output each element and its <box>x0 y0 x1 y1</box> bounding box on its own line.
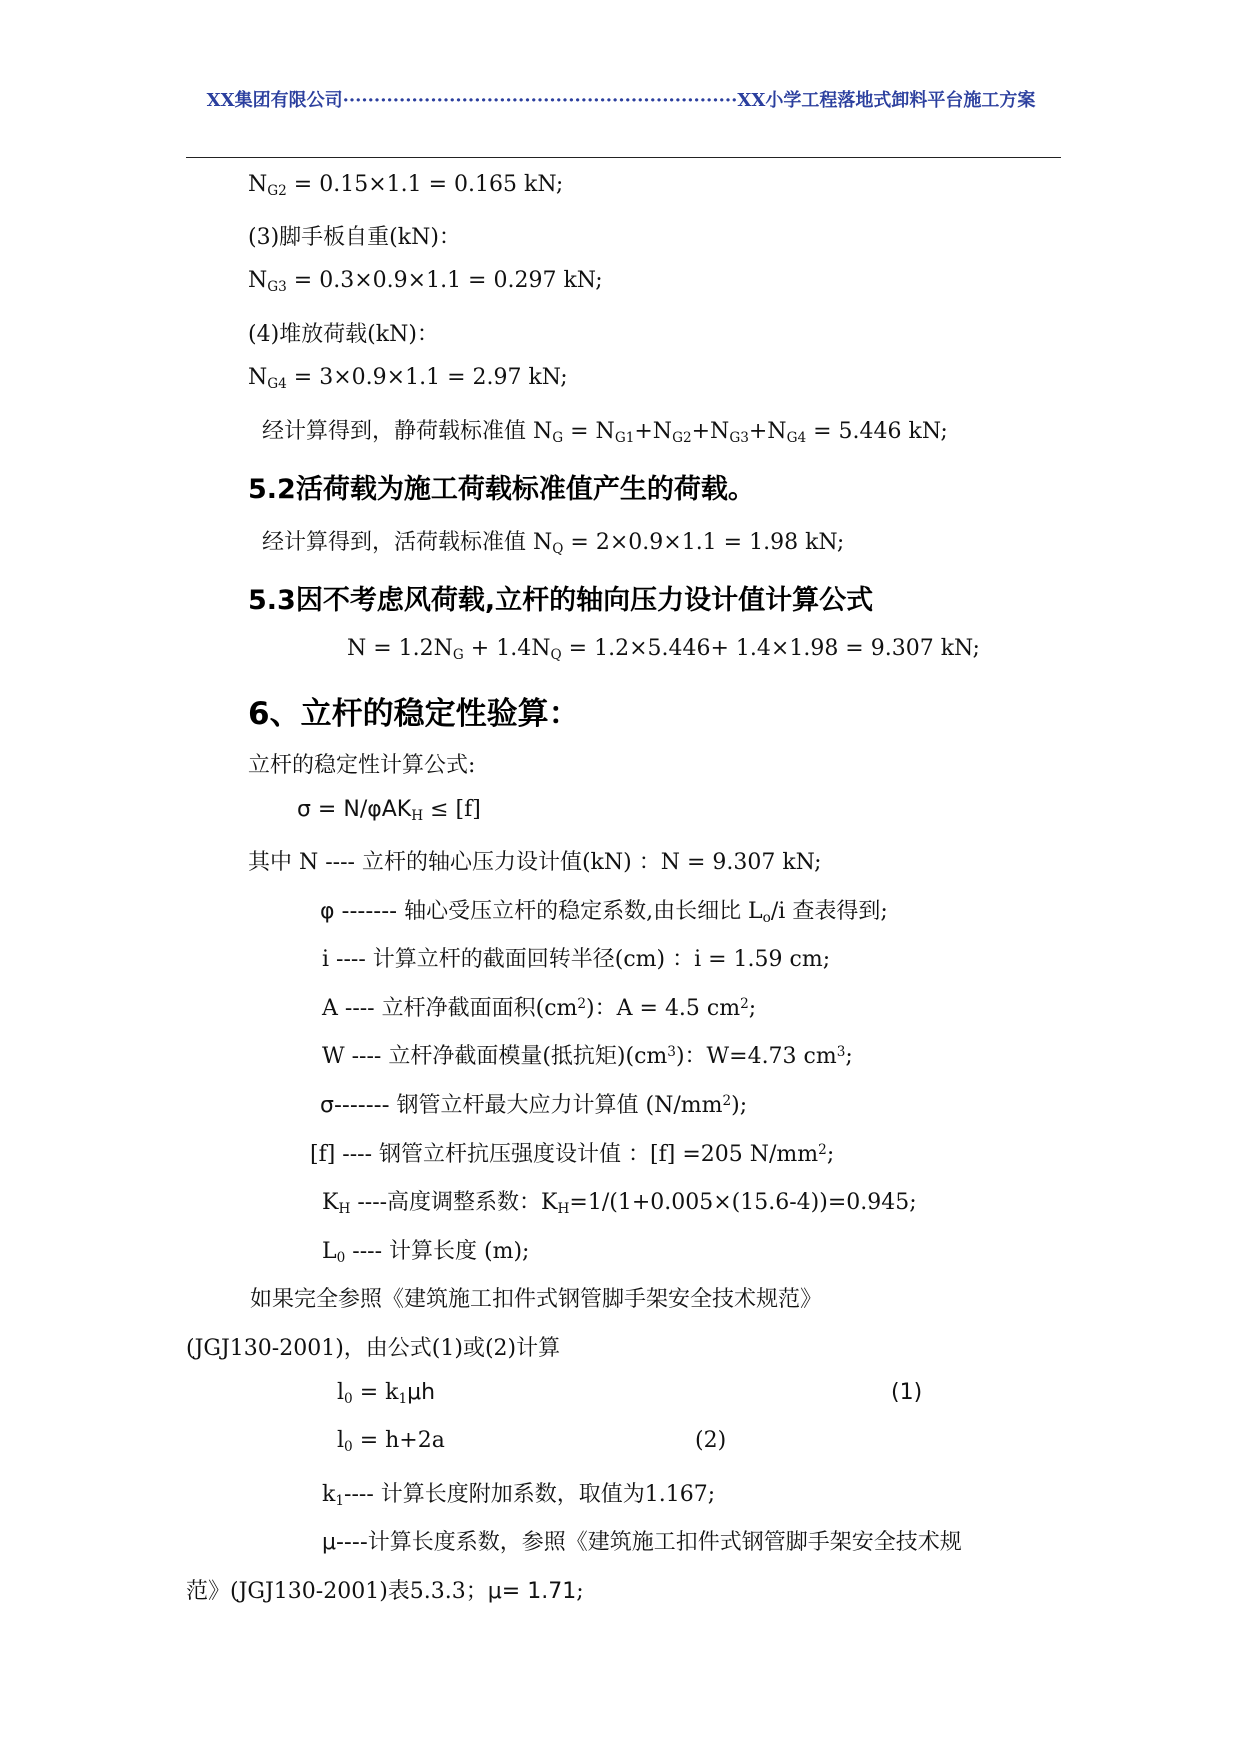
equation-1-number: (1) <box>891 1380 923 1405</box>
reference-line-1: 如果完全参照《建筑施工扣件式钢管脚手架安全技术规范》 <box>250 1287 823 1312</box>
definition-w: W ---- 立杆净截面模量(抵抗矩)$(cm^3)$：W=4.73 $cm^3$; <box>322 1044 853 1069</box>
stability-formula: σ = N/φAK$_H$ ≤ [f] <box>297 797 481 825</box>
definition-n: 其中 N ---- 立杆的轴心压力设计值(kN) ：N = 9.307 kN; <box>248 850 822 875</box>
equation-2: $l_0 = h+2a$ <box>337 1428 445 1456</box>
definition-k1: $k_1----$ 计算长度附加系数，取值为1.167; <box>322 1482 716 1510</box>
equation-1: $l_0 = k_1\mu h$ <box>337 1380 436 1408</box>
definition-kh: $K_H$ ----高度调整系数：$K_H=1/(1+0.005\times(15.6-4))=0.945$; <box>322 1190 917 1218</box>
heading-5-3: 5.3因不考虑风荷载,立杆的轴向压力设计值计算公式 <box>248 585 874 616</box>
heading-5-2: 5.2活荷载为施工荷载标准值产生的荷载。 <box>248 474 755 505</box>
definition-i: i ---- 计算立杆的截面回转半径(cm) ：i = 1.59 cm; <box>322 947 831 972</box>
document-title: XX小学工程落地式卸料平台施工方案 <box>737 90 1036 111</box>
definition-a: A ---- 立杆净截面面积$(cm^2)$：A = 4.5 $cm^2$; <box>322 996 757 1021</box>
ng3-line: $N_{G3} = 0.3\times 0.9\times 1.1 = 0.297$ kN; <box>248 268 603 296</box>
ng2-line: $N_{G2} = 0.15\times 1.1 = 0.165$ kN; <box>248 172 564 200</box>
section-3-heading: (3)脚手板自重(kN)： <box>248 225 461 250</box>
stability-intro: 立杆的稳定性计算公式: <box>248 753 476 778</box>
reference-line-2: (JGJ130-2001)，由公式(1)或(2)计算 <box>186 1336 561 1361</box>
axial-force-formula: $N = 1.2N_G + 1.4N_Q = 1.2\times 5.446+ 1.4\times 1.98 = 9.307$ kN; <box>347 636 980 664</box>
live-load-total: 经计算得到，活荷载标准值 $N_Q = 2\times 0.9\times 1.1 = 1.98$ kN; <box>262 530 845 558</box>
static-load-total: 经计算得到，静荷载标准值 $N_G = N_{G1}+N_{G2}+N_{G3}+N_{G4} = 5.446$ kN; <box>262 419 948 447</box>
equation-2-number: (2) <box>695 1428 727 1453</box>
heading-6: 6、立杆的稳定性验算： <box>248 696 580 732</box>
definition-f: [f] ---- 钢管立杆抗压强度设计值 ：[f] =205 $N/mm^2$; <box>310 1142 835 1167</box>
definition-mu-line-1: μ----计算长度系数，参照《建筑施工扣件式钢管脚手架安全技术规 <box>322 1530 962 1555</box>
definition-phi: φ ------- 轴心受压立杆的稳定系数,由长细比 $L_o/i$ 查表得到; <box>320 899 888 927</box>
section-4-heading: (4)堆放荷载(kN)： <box>248 322 439 347</box>
definition-mu-line-2: 范》(JGJ130-2001)表5.3.3；μ= 1.71; <box>186 1579 584 1604</box>
header-leader-dots: ······························································· <box>342 90 738 111</box>
ng4-line: $N_{G4} = 3\times 0.9\times 1.1 = 2.97$ kN; <box>248 365 568 393</box>
company-name: XX集团有限公司 <box>206 90 343 111</box>
header-divider <box>186 157 1061 158</box>
definition-sigma: σ------- 钢管立杆最大应力计算值 $(N/mm^2)$; <box>320 1093 748 1118</box>
definition-l0: $L_0$ ---- 计算长度 (m); <box>322 1239 530 1267</box>
page-header <box>186 86 1056 112</box>
